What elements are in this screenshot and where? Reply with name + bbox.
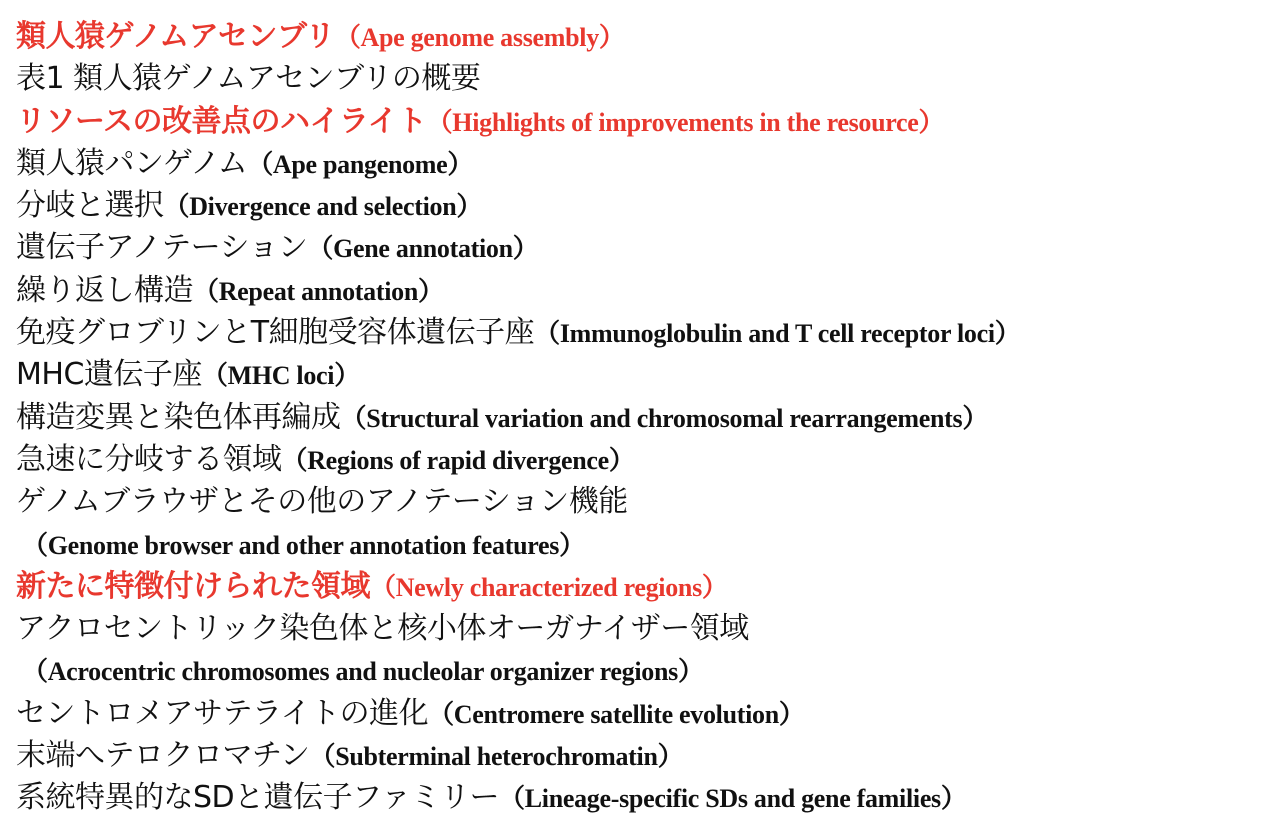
item-repeat-annotation xyxy=(16,270,1266,312)
line-japanese-text: 表1 類人猿ゲノムアセンブリの概要 xyxy=(16,61,481,97)
line-english-text: （Highlights of improvements in the resource） xyxy=(426,107,945,137)
line-japanese-text: 類人猿パンゲノム xyxy=(16,145,248,181)
line-japanese-text: 類人猿ゲノムアセンブリ xyxy=(16,19,335,54)
line-english-text: （Centromere satellite evolution） xyxy=(428,699,805,729)
item-genome-browser xyxy=(16,481,1266,523)
line-japanese-text: ゲノムブラウザとその他のアノテーション機能 xyxy=(16,484,628,520)
item-genome-browser-english xyxy=(16,524,1266,566)
section-heading-highlights xyxy=(16,101,1266,143)
item-structural-variation xyxy=(16,397,1266,439)
line-japanese-text: 分岐と選択 xyxy=(16,188,164,224)
line-japanese-text: 遺伝子アノテーション xyxy=(16,230,308,266)
item-gene-annotation xyxy=(16,227,1266,269)
item-acrocentric-chromosomes xyxy=(16,608,1266,650)
item-immunoglobulin-tcr-loci xyxy=(16,312,1266,354)
line-english-text: （Gene annotation） xyxy=(307,234,539,264)
section-heading-ape-genome-assembly xyxy=(16,16,1266,58)
line-japanese-text: リソースの改善点のハイライト xyxy=(16,103,427,139)
line-japanese-text: MHC遺伝子座 xyxy=(16,357,202,393)
line-japanese-text: 末端へテロクロマチン xyxy=(16,738,310,774)
item-divergence-selection xyxy=(16,185,1266,227)
line-english-text: （Subterminal heterochromatin） xyxy=(309,742,684,772)
item-ape-pangenome xyxy=(16,143,1266,185)
line-english-text: （Newly characterized regions） xyxy=(370,572,728,602)
item-mhc-loci xyxy=(16,354,1266,396)
line-japanese-text: アクロセントリック染色体と核小体オーガナイザー領域 xyxy=(16,611,749,647)
item-centromere-satellite xyxy=(16,693,1266,735)
line-english-text: （Acrocentric chromosomes and nucleolar organizer regions） xyxy=(22,657,704,687)
item-table1-summary xyxy=(16,58,1266,100)
line-japanese-text: 構造変異と染色体再編成 xyxy=(16,399,341,435)
line-english-text: （Ape pangenome） xyxy=(247,149,474,179)
line-english-text: （Lineage-specific SDs and gene families） xyxy=(499,784,967,814)
line-english-text: （Divergence and selection） xyxy=(163,192,483,222)
item-lineage-specific-sds xyxy=(16,777,1266,819)
line-english-text: （Repeat annotation） xyxy=(193,276,444,306)
item-acrocentric-chromosomes-english xyxy=(16,650,1266,692)
line-japanese-text: 急速に分岐する領域 xyxy=(16,441,282,477)
line-japanese-text: 免疫グロブリンとT細胞受容体遺伝子座 xyxy=(16,315,535,351)
section-heading-newly-characterized xyxy=(16,566,1266,608)
line-japanese-text: 新たに特徴付けられた領域 xyxy=(16,568,370,604)
line-japanese-text: 系統特異的なSDと遺伝子ファミリー xyxy=(16,780,500,816)
line-japanese-text: セントロメアサテライトの進化 xyxy=(16,695,429,731)
line-english-text: （Ape genome assembly） xyxy=(334,23,625,52)
item-rapid-divergence xyxy=(16,439,1266,481)
line-japanese-text: 繰り返し構造 xyxy=(16,272,193,308)
line-english-text: （Immunoglobulin and T cell receptor loci） xyxy=(534,319,1021,349)
line-english-text: （Regions of rapid divergence） xyxy=(281,445,635,475)
line-english-text: （Genome browser and other annotation features） xyxy=(22,530,585,560)
item-subterminal-heterochromatin xyxy=(16,735,1266,777)
line-english-text: （MHC loci） xyxy=(201,361,360,391)
line-english-text: （Structural variation and chromosomal rearrangements） xyxy=(340,403,989,433)
outline-document xyxy=(16,16,1266,820)
